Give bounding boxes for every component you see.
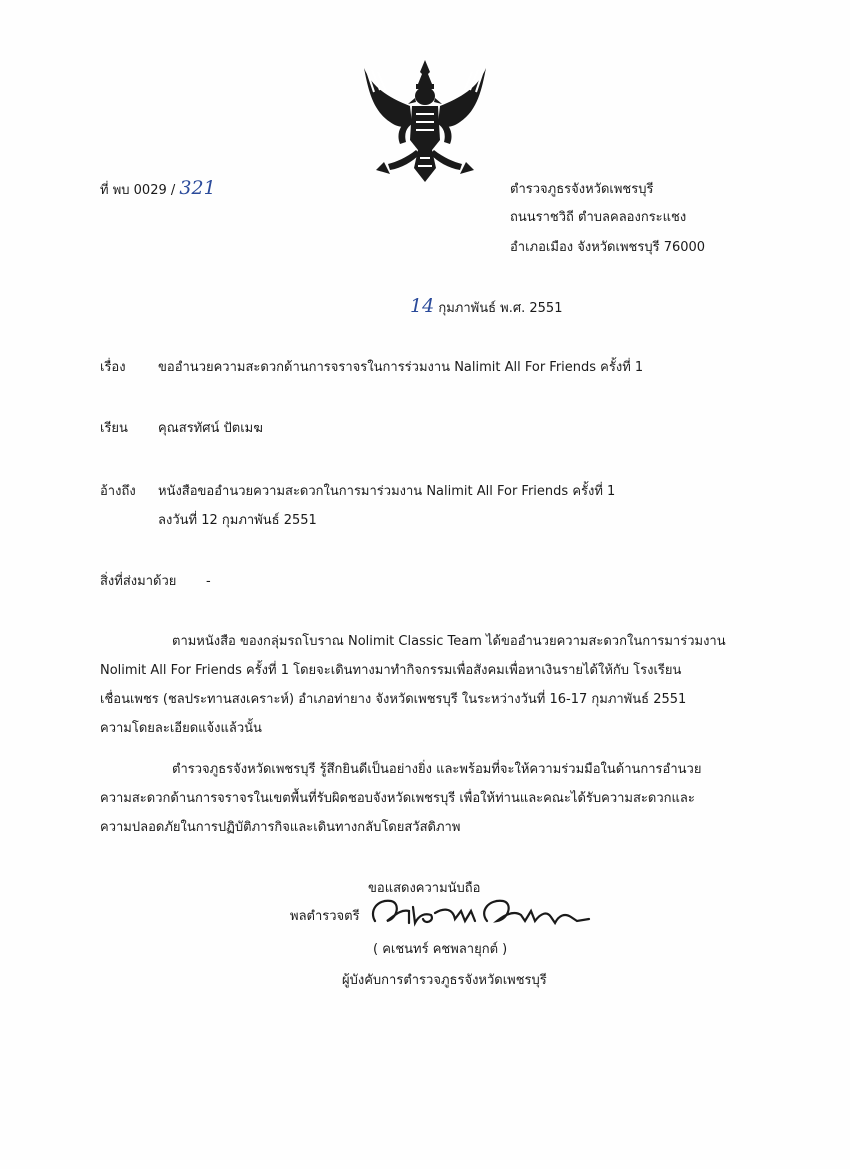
body-p1-line4: ความโดยละเอียดแจ้งแล้วนั้น <box>100 721 262 736</box>
signatory-name: ( คเชนทร์ คชพลายุกต์ ) <box>373 942 508 957</box>
sender-address-1: ถนนราชวิถี ตำบลคลองกระแชง <box>510 210 687 225</box>
closing-regards: ขอแสดงความนับถือ <box>368 881 481 896</box>
date-day-handwritten: 14 <box>410 295 435 317</box>
enclosure-label: สิ่งที่ส่งมาด้วย <box>100 574 177 589</box>
reference-value-1: หนังสือขออำนวยความสะดวกในการมาร่วมงาน Nalimit All For Friends ครั้งที่ 1 <box>158 484 616 499</box>
signatory-position: ผู้บังคับการตำรวจภูธรจังหวัดเพชรบุรี <box>342 973 547 988</box>
body-p2-line3: ความปลอดภัยในการปฏิบัติภารกิจและเดินทางกลับโดยสวัสดิภาพ <box>100 820 461 835</box>
to-label: เรียน <box>100 421 128 436</box>
sender-address-2: อำเภอเมือง จังหวัดเพชรบุรี 76000 <box>510 240 706 255</box>
body-p1-line3: เชื่อนเพชร (ชลประทานสงเคราะห์) อำเภอท่ายาง จังหวัดเพชรบุรี ในระหว่างวันที่ 16-17 กุมภาพันธ์ 2551 <box>100 692 687 707</box>
body-p1-line2: Nolimit All For Friends ครั้งที่ 1 โดยจะเดินทางมาทำกิจกรรมเพื่อสังคมเพื่อหาเงินรายได้ให้กับ โรงเรียน <box>100 663 682 678</box>
subject-value: ขออำนวยความสะดวกด้านการจราจรในการร่วมงาน Nalimit All For Friends ครั้งที่ 1 <box>158 360 644 375</box>
to-value: คุณสรทัศน์ ปัตเมฆ <box>158 421 263 436</box>
ref-prefix: ที่ พบ 0029 / <box>100 183 176 198</box>
sender-org: ตำรวจภูธรจังหวัดเพชรบุรี <box>510 182 654 197</box>
reference-label: อ้างถึง <box>100 484 136 499</box>
ref-handwritten: 321 <box>179 177 216 199</box>
garuda-emblem-icon <box>360 58 490 188</box>
body-p2-line1: ตำรวจภูธรจังหวัดเพชรบุรี รู้สึกยินดีเป็นอย่างยิ่ง และพร้อมที่จะให้ความร่วมมือในด้านการอำนวย <box>172 762 702 777</box>
signature-icon <box>365 893 595 933</box>
body-p1-line1: ตามหนังสือ ของกลุ่มรถโบราณ Nolimit Classic Team ได้ขออำนวยความสะดวกในการมาร่วมงาน <box>172 634 726 649</box>
body-p2-line2: ความสะดวกด้านการจราจรในเขตพื้นที่รับผิดชอบจังหวัดเพชรบุรี เพื่อให้ท่านและคณะได้รับความสะดวกและ <box>100 791 695 806</box>
reference-value-2: ลงวันที่ 12 กุมภาพันธ์ 2551 <box>158 513 317 528</box>
letter-date <box>410 295 563 317</box>
subject-label: เรื่อง <box>100 360 126 375</box>
signatory-rank: พลตำรวจตรี <box>290 909 360 924</box>
date-rest: กุมภาพันธ์ พ.ศ. 2551 <box>438 301 563 316</box>
ref-number <box>100 177 216 199</box>
enclosure-value: - <box>206 574 211 589</box>
